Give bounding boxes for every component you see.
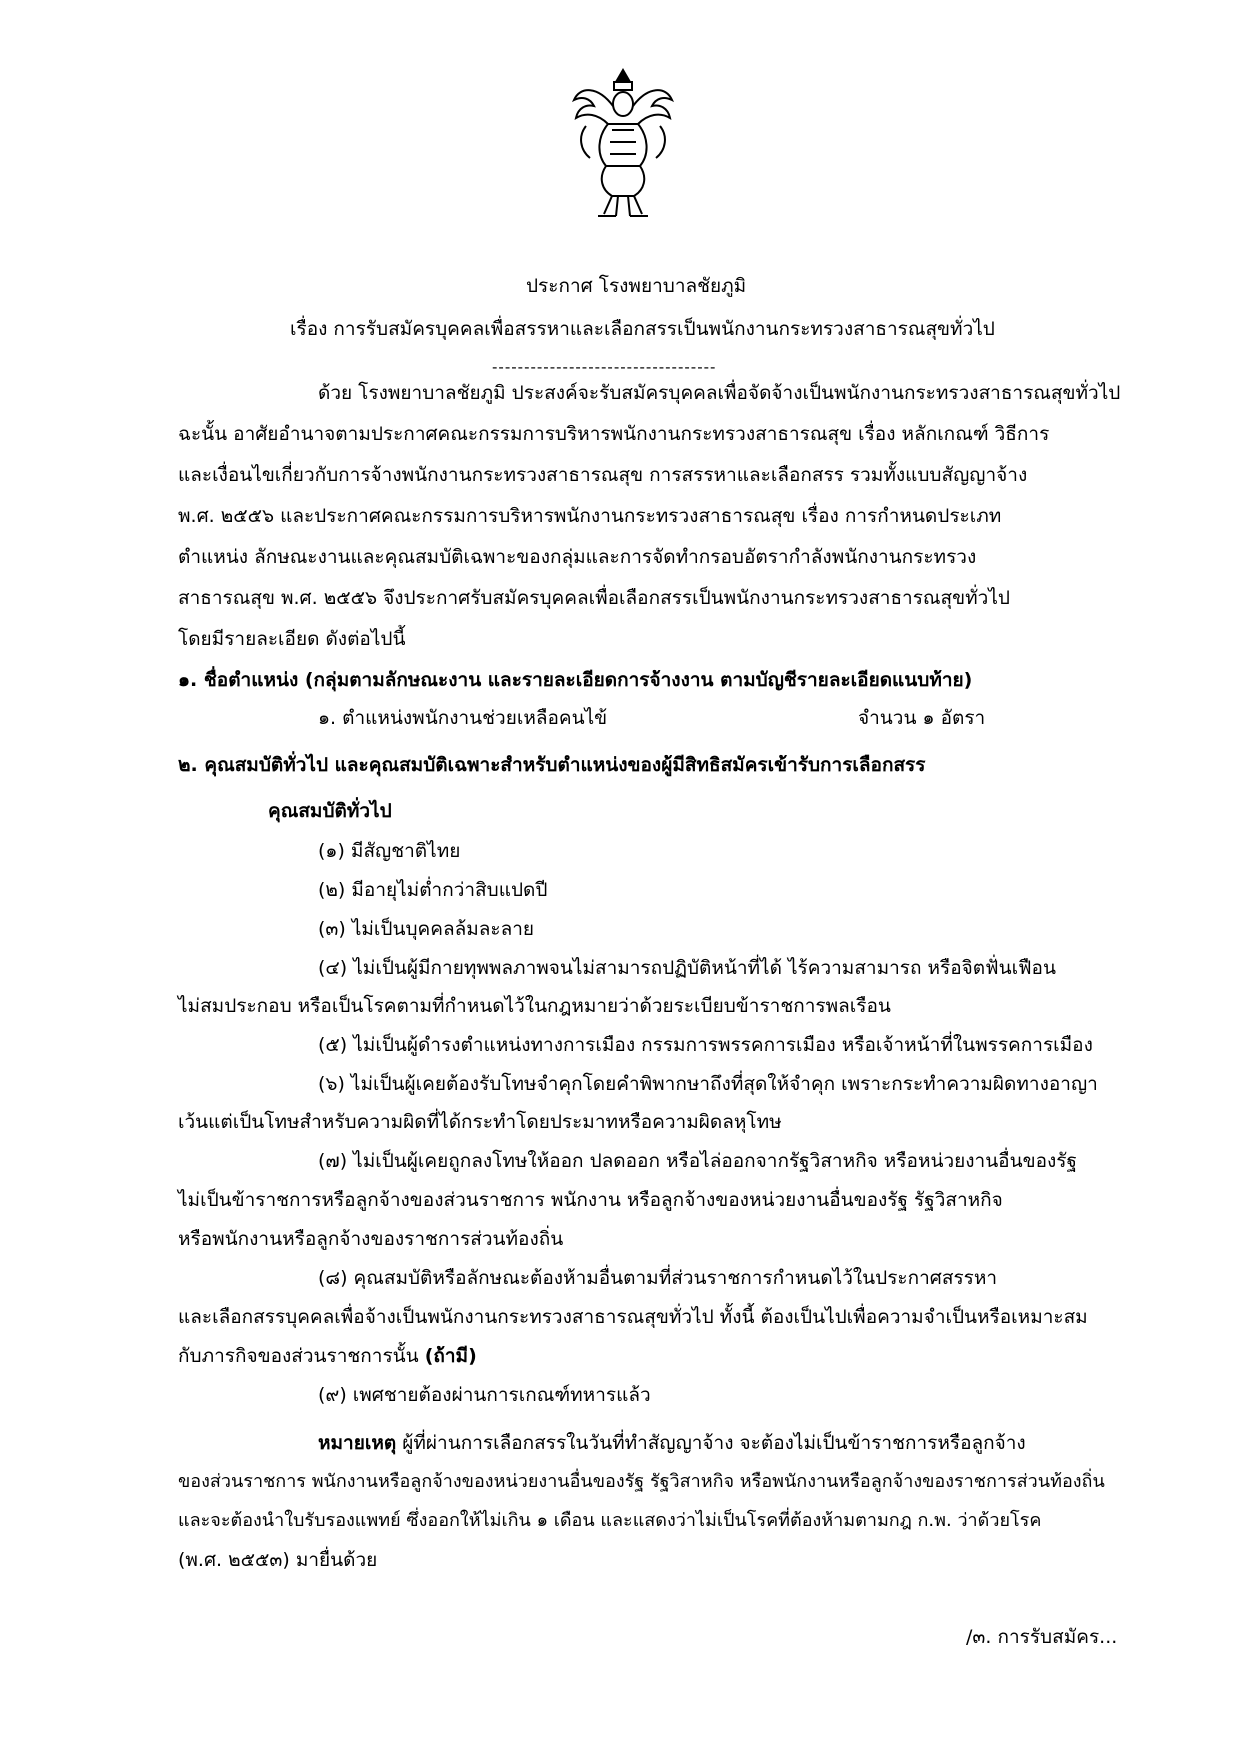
intro-line-2: ฉะนั้น อาศัยอำนาจตามประกาศคณะกรรมการบริหารพนักงานกระทรวงสาธารณสุข เรื่อง หลักเกณฑ์ วิธีการ — [178, 423, 1050, 445]
note-line-4: (พ.ศ. ๒๕๕๓) มายื่นด้วย — [178, 1549, 378, 1571]
qualification-6-line-2: เว้นแต่เป็นโทษสำหรับความผิดที่ได้กระทำโดยประมาทหรือความผิดลหุโทษ — [178, 1111, 782, 1133]
note-text-1: ผู้ที่ผ่านการเลือกสรรในวันที่ทำสัญญาจ้าง จะต้องไม่เป็นข้าราชการหรือลูกจ้าง — [396, 1432, 1026, 1454]
announcement-subject: เรื่อง การรับสมัครบุคคลเพื่อสรรหาและเลือกสรรเป็นพนักงานกระทรวงสาธารณสุขทั่วไป — [290, 318, 995, 340]
intro-line-4: พ.ศ. ๒๕๕๖ และประกาศคณะกรรมการบริหารพนักงานกระทรวงสาธารณสุข เรื่อง การกำหนดประเภท — [178, 505, 1002, 527]
intro-line-7: โดยมีรายละเอียด ดังต่อไปนี้ — [178, 628, 406, 650]
position-count: จำนวน ๑ อัตรา — [858, 707, 986, 729]
qualification-7-line-1: (๗) ไม่เป็นผู้เคยถูกลงโทษให้ออก ปลดออก หรือไล่ออกจากรัฐวิสาหกิจ หรือหน่วยงานอื่นของรัฐ — [318, 1150, 1077, 1172]
qualification-8-line-1: (๘) คุณสมบัติหรือลักษณะต้องห้ามอื่นตามที่ส่วนราชการกำหนดไว้ในประกาศสรรหา — [318, 1267, 998, 1289]
position-name: ๑. ตำแหน่งพนักงานช่วยเหลือคนไข้ — [318, 707, 608, 729]
intro-line-6: สาธารณสุข พ.ศ. ๒๕๕๖ จึงประกาศรับสมัครบุคคลเพื่อเลือกสรรเป็นพนักงานกระทรวงสาธารณสุขทั่วไป — [178, 587, 1010, 609]
note-line-3: และจะต้องนำใบรับรองแพทย์ ซึ่งออกให้ไม่เกิน ๑ เดือน และแสดงว่าไม่เป็นโรคที่ต้องห้ามตามกฎ ก.พ. ว่าด้วยโรค — [178, 1510, 1042, 1531]
qualification-9: (๙) เพศชายต้องผ่านการเกณฑ์ทหารแล้ว — [318, 1384, 651, 1406]
qualification-8-line-3 — [178, 1343, 477, 1369]
qualification-3: (๓) ไม่เป็นบุคคลล้มละลาย — [318, 918, 535, 940]
qualification-8-if-any: (ถ้ามี) — [424, 1345, 477, 1367]
announcement-title: ประกาศ โรงพยาบาลชัยภูมิ — [526, 275, 747, 297]
qualification-8-line-2: และเลือกสรรบุคคลเพื่อจ้างเป็นพนักงานกระทรวงสาธารณสุขทั่วไป ทั้งนี้ ต้องเป็นไปเพื่อความจำเป็นหรือเหมาะสม — [178, 1306, 1088, 1328]
intro-line-5: ตำแหน่ง ลักษณะงานและคุณสมบัติเฉพาะของกลุ่มและการจัดทำกรอบอัตรากำลังพนักงานกระทรวง — [178, 546, 977, 568]
note-line-2: ของส่วนราชการ พนักงานหรือลูกจ้างของหน่วยงานอื่นของรัฐ รัฐวิสาหกิจ หรือพนักงานหรือลูกจ้างของราชการส่วนท้องถิ่น — [178, 1471, 1105, 1492]
qualification-4-line-2: ไม่สมประกอบ หรือเป็นโรคตามที่กำหนดไว้ในกฎหมายว่าด้วยระเบียบข้าราชการพลเรือน — [178, 995, 891, 1017]
qualification-2: (๒) มีอายุไม่ต่ำกว่าสิบแปดปี — [318, 879, 548, 901]
garuda-emblem-icon — [568, 66, 678, 226]
intro-line-1: ด้วย โรงพยาบาลชัยภูมิ ประสงค์จะรับสมัครบุคคลเพื่อจัดจ้างเป็นพนักงานกระทรวงสาธารณสุขทั่วไป — [318, 382, 1121, 404]
qualification-1: (๑) มีสัญชาติไทย — [318, 840, 461, 862]
title-separator: ----------------------------------- — [492, 358, 717, 376]
qualification-7-line-3: หรือพนักงานหรือลูกจ้างของราชการส่วนท้องถิ่น — [178, 1228, 564, 1250]
section-1-heading: ๑. ชื่อตำแหน่ง (กลุ่มตามลักษณะงาน และรายละเอียดการจ้างงาน ตามบัญชีรายละเอียดแนบท้าย) — [178, 669, 973, 691]
continuation-reference: /๓. การรับสมัคร... — [966, 1626, 1118, 1648]
note-line-1 — [318, 1430, 1026, 1456]
qualification-6-line-1: (๖) ไม่เป็นผู้เคยต้องรับโทษจำคุกโดยคำพิพากษาถึงที่สุดให้จำคุก เพราะกระทำความผิดทางอาญา — [318, 1073, 1098, 1095]
section-2-heading: ๒. คุณสมบัติทั่วไป และคุณสมบัติเฉพาะสำหรับตำแหน่งของผู้มีสิทธิสมัครเข้ารับการเลือกสรร — [178, 754, 926, 776]
intro-line-3: และเงื่อนไขเกี่ยวกับการจ้างพนักงานกระทรวงสาธารณสุข การสรรหาและเลือกสรร รวมทั้งแบบสัญญาจ้าง — [178, 464, 1028, 486]
qualification-4-line-1: (๔) ไม่เป็นผู้มีกายทุพพลภาพจนไม่สามารถปฏิบัติหน้าที่ได้ ไร้ความสามารถ หรือจิตฟั่นเฟือน — [318, 957, 1056, 979]
qualification-5: (๕) ไม่เป็นผู้ดำรงตำแหน่งทางการเมือง กรรมการพรรคการเมือง หรือเจ้าหน้าที่ในพรรคการเมือง — [318, 1034, 1093, 1056]
general-qualifications-heading: คุณสมบัติทั่วไป — [268, 800, 392, 822]
qualification-7-line-2: ไม่เป็นข้าราชการหรือลูกจ้างของส่วนราชการ พนักงาน หรือลูกจ้างของหน่วยงานอื่นของรัฐ รัฐวิสาหกิจ — [178, 1189, 1003, 1211]
note-label: หมายเหตุ — [318, 1432, 397, 1454]
qualification-8-text: กับภารกิจของส่วนราชการนั้น — [178, 1345, 419, 1367]
